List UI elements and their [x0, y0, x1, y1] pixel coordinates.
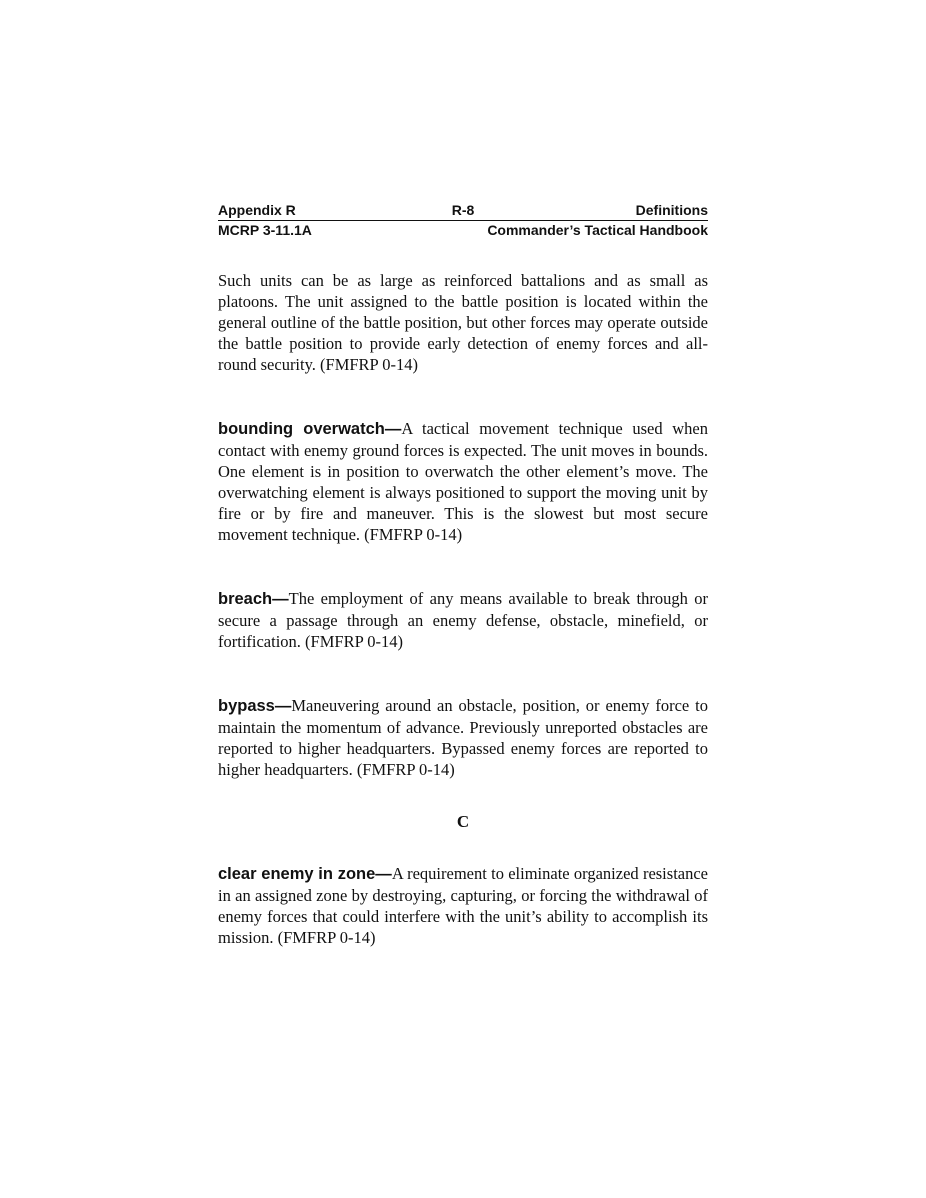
definition-term: bounding overwatch— [218, 420, 402, 438]
document-page [218, 202, 708, 948]
header-publication-title: Commander’s Tactical Handbook [487, 222, 708, 238]
header-row-bottom [218, 221, 708, 239]
definition-term: bypass— [218, 697, 292, 715]
definition-entry [218, 588, 708, 652]
definition-text: A requirement to eliminate organized resistance in an assigned zone by destroying, capturing, or forcing the withdrawal of enemy forces that could interfere with the unit’s ability to accomplish its mission. (FMFRP 0-14) [218, 864, 708, 947]
header-section-title: Definitions [635, 202, 708, 218]
header-page-number: R-8 [451, 202, 475, 218]
header-appendix: Appendix R [218, 202, 296, 218]
continuation-paragraph: Such units can be as large as reinforced battalions and as small as platoons. The unit assigned to the battle position is located within the general outline of the battle position, but other forces may operate outside the battle position to provide early detection of enemy forces and all-round security. (FMFRP 0-14) [218, 271, 708, 374]
running-header [218, 202, 708, 239]
definition-entry [218, 418, 708, 545]
definition-term: breach— [218, 590, 289, 608]
section-letter-heading: C [456, 812, 470, 831]
definition-text: A tactical movement technique used when contact with enemy ground forces is expected. The unit moves in bounds. One element is in position to overwatch the other element’s move. The overwatching element is always positioned to support the moving unit by fire or by fire and maneuver. This is the slowest but most secure movement technique. (FMFRP 0-14) [218, 419, 708, 544]
header-row-top [218, 202, 708, 221]
definition-entry [218, 695, 708, 780]
definition-text: Maneuvering around an obstacle, position, or enemy force to maintain the momentum of advance. Previously unreported obstacles are reported to higher headquarters. Bypassed enemy forces are reported to higher headquarters. (FMFRP 0-14) [218, 696, 708, 779]
definition-entry [218, 863, 708, 948]
definition-text: The employment of any means available to break through or secure a passage through an enemy defense, obstacle, minefield, or fortification. (FMFRP 0-14) [218, 589, 708, 651]
definition-term: clear enemy in zone— [218, 865, 392, 883]
header-publication-id: MCRP 3-11.1A [218, 222, 312, 238]
